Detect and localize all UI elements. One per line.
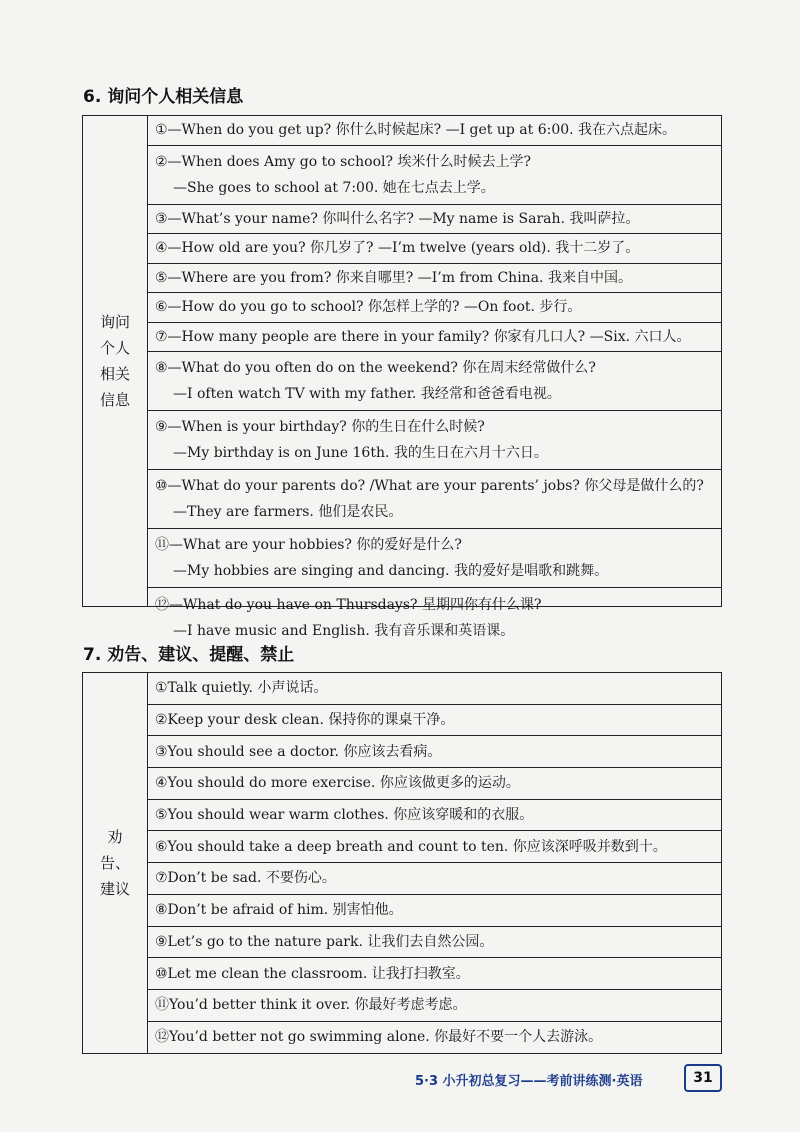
section-7-title: 7. 劝告、建议、提醒、禁止: [83, 645, 295, 665]
table-row: [147, 293, 721, 323]
question-line: ①Talk quietly. 小声说话。: [155, 680, 328, 697]
table-row: [147, 768, 721, 800]
answer-line: —I have music and English. 我有音乐课和英语课。: [173, 622, 515, 639]
section-7-side-label: [83, 673, 148, 1053]
table-row: [147, 529, 721, 588]
answer-line: —My birthday is on June 16th. 我的生日在六月十六日。: [173, 445, 548, 461]
side-label-line: 劝告、: [99, 828, 130, 872]
question-line: ⑩Let me clean the classroom. 让我打扫教室。: [155, 965, 470, 982]
section-6-title: 6. 询问个人相关信息: [83, 87, 244, 107]
question-line: ⑨Let’s go to the nature park. 让我们去自然公园。: [155, 933, 494, 950]
table-row: [147, 895, 721, 927]
table-row: [147, 800, 721, 832]
table-row: [147, 470, 721, 529]
answer-line: —She goes to school at 7:00. 她在七点去上学。: [173, 179, 495, 196]
question-line: ⑤You should wear warm clothes. 你应该穿暖和的衣服。: [155, 807, 534, 824]
footer-title: 5·3 小升初总复习——考前讲练测·英语: [415, 1074, 643, 1089]
side-label-line: 个人: [99, 339, 130, 357]
side-label-line: 询问: [99, 313, 130, 331]
table-row: [147, 323, 721, 353]
question-line: ②Keep your desk clean. 保持你的课桌干净。: [155, 712, 455, 729]
question-line: ⑩—What do your parents do? /What are your parents’ jobs? 你父母是做什么的?: [155, 478, 704, 494]
side-label-line: 建议: [99, 880, 130, 898]
question-line: ⑪—What are your hobbies? 你的爱好是什么?: [155, 537, 462, 553]
table-row: [147, 831, 721, 863]
table-row: [147, 588, 721, 647]
table-row: [147, 1022, 721, 1054]
table-row: [147, 863, 721, 895]
question-line: ⑦Don’t be sad. 不要伤心。: [155, 870, 336, 887]
section-7-table: [82, 672, 722, 1054]
section-6-side-label: [83, 116, 148, 606]
answer-line: —They are farmers. 他们是农民。: [173, 504, 403, 520]
table-row: [147, 673, 721, 705]
question-line: ⑫—What do you have on Thursdays? 星期四你有什么课?: [155, 596, 542, 613]
question-line: ④—How old are you? 你几岁了? —I’m twelve (years old). 我十二岁了。: [155, 240, 640, 257]
question-line: ⑦—How many people are there in your family? 你家有几口人? —Six. 六口人。: [155, 328, 691, 345]
page-number: 31: [684, 1064, 722, 1092]
table-row: [147, 264, 721, 294]
table-row: [147, 352, 721, 411]
question-line: ①—When do you get up? 你什么时候起床? —I get up at 6:00. 我在六点起床。: [155, 122, 677, 139]
table-row: [147, 146, 721, 205]
question-line: ⑧—What do you often do on the weekend? 你在周末经常做什么?: [155, 360, 596, 376]
question-line: ⑥You should take a deep breath and count to ten. 你应该深呼吸并数到十。: [155, 838, 667, 855]
question-line: ③You should see a doctor. 你应该去看病。: [155, 743, 442, 760]
table-row: [147, 234, 721, 264]
answer-line: —I often watch TV with my father. 我经常和爸爸看电视。: [173, 386, 561, 402]
question-line: ⑨—When is your birthday? 你的生日在什么时候?: [155, 419, 485, 435]
question-line: ⑧Don’t be afraid of him. 别害怕他。: [155, 902, 403, 919]
question-line: ⑫You’d better not go swimming alone. 你最好不要一个人去游泳。: [155, 1029, 603, 1046]
answer-line: —My hobbies are singing and dancing. 我的爱好是唱歌和跳舞。: [173, 563, 609, 579]
question-line: ②—When does Amy go to school? 埃米什么时候去上学?: [155, 153, 531, 170]
question-line: ④You should do more exercise. 你应该做更多的运动。: [155, 775, 520, 792]
table-row: [147, 927, 721, 959]
question-line: ⑤—Where are you from? 你来自哪里? —I’m from China. 我来自中国。: [155, 269, 632, 286]
question-line: ③—What’s your name? 你叫什么名字? —My name is Sarah. 我叫萨拉。: [155, 210, 640, 227]
side-label-line: 相关: [99, 365, 130, 383]
table-row: [147, 990, 721, 1022]
question-line: ⑪You’d better think it over. 你最好考虑考虑。: [155, 997, 467, 1014]
table-row: [147, 116, 721, 146]
table-row: [147, 736, 721, 768]
table-row: [147, 958, 721, 990]
table-row: [147, 411, 721, 470]
section-6-table: [82, 115, 722, 639]
question-line: ⑥—How do you go to school? 你怎样上学的? —On foot. 步行。: [155, 299, 582, 316]
side-label-line: 信息: [99, 391, 130, 409]
table-row: [147, 205, 721, 235]
table-row: [147, 705, 721, 737]
